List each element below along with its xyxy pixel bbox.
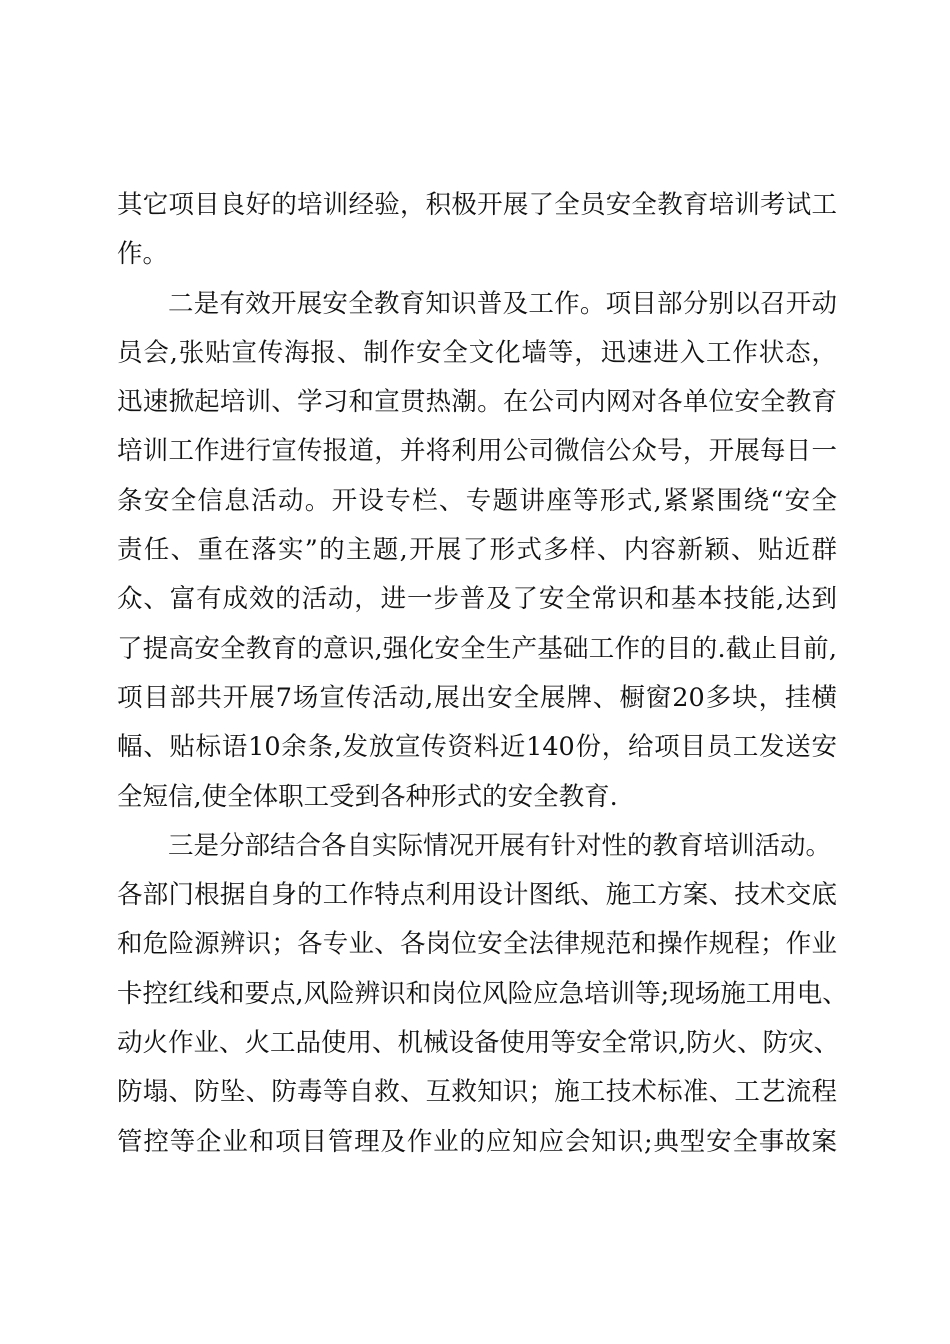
text-line: 和危险源辨识；各专业、各岗位安全法律规范和操作规程；作业: [117, 929, 837, 960]
text-line: 动火作业、火工品使用、机械设备使用等安全常识,防火、防灾、: [117, 1028, 840, 1059]
text-line: 其它项目良好的培训经验，积极开展了全员安全教育培训考试工: [117, 190, 837, 220]
body-text: [117, 181, 848, 1167]
text-line: 卡控红线和要点,风险辨识和岗位风险应急培训等;现场施工用电、: [117, 978, 848, 1009]
paragraph-start-line: 二是有效开展安全教育知识普及工作。项目部分别以召开动: [168, 288, 837, 319]
text-line: 条安全信息活动。开设专栏、专题讲座等形式,紧紧围绕“安全: [117, 485, 837, 516]
text-line: 防塌、防坠、防毒等自救、互救知识；施工技术标准、工艺流程: [117, 1077, 837, 1108]
text-line: 培训工作进行宣传报道，并将利用公司微信公众号，开展每日一: [117, 436, 837, 467]
text-line: 了提高安全教育的意识,强化安全生产基础工作的目的.截止目前,: [117, 633, 837, 664]
paragraph-start-line: 三是分部结合各自实际情况开展有针对性的教育培训活动。: [168, 830, 832, 861]
text-line: 幅、贴标语10余条,发放宣传资料近140份，给项目员工发送安: [117, 732, 837, 763]
text-line: 员会,张贴宣传海报、制作安全文化墙等，迅速进入工作状态，: [117, 337, 837, 368]
text-line: 作。: [117, 239, 169, 270]
text-line: 众、富有成效的活动，进一步普及了安全常识和基本技能,达到: [117, 584, 837, 615]
text-line: 各部门根据自身的工作特点利用设计图纸、施工方案、技术交底: [117, 880, 837, 911]
text-line: 责任、重在落实”的主题,开展了形式多样、内容新颖、贴近群: [117, 535, 837, 566]
text-line: 管控等企业和项目管理及作业的应知应会知识;典型安全事故案: [117, 1126, 837, 1157]
text-line: 全短信,使全体职工受到各种形式的安全教育.: [117, 781, 618, 812]
text-line: 迅速掀起培训、学习和宣贯热潮。在公司内网对各单位安全教育: [117, 387, 837, 418]
text-line: 项目部共开展7场宣传活动,展出安全展牌、橱窗20多块，挂横: [117, 682, 837, 713]
